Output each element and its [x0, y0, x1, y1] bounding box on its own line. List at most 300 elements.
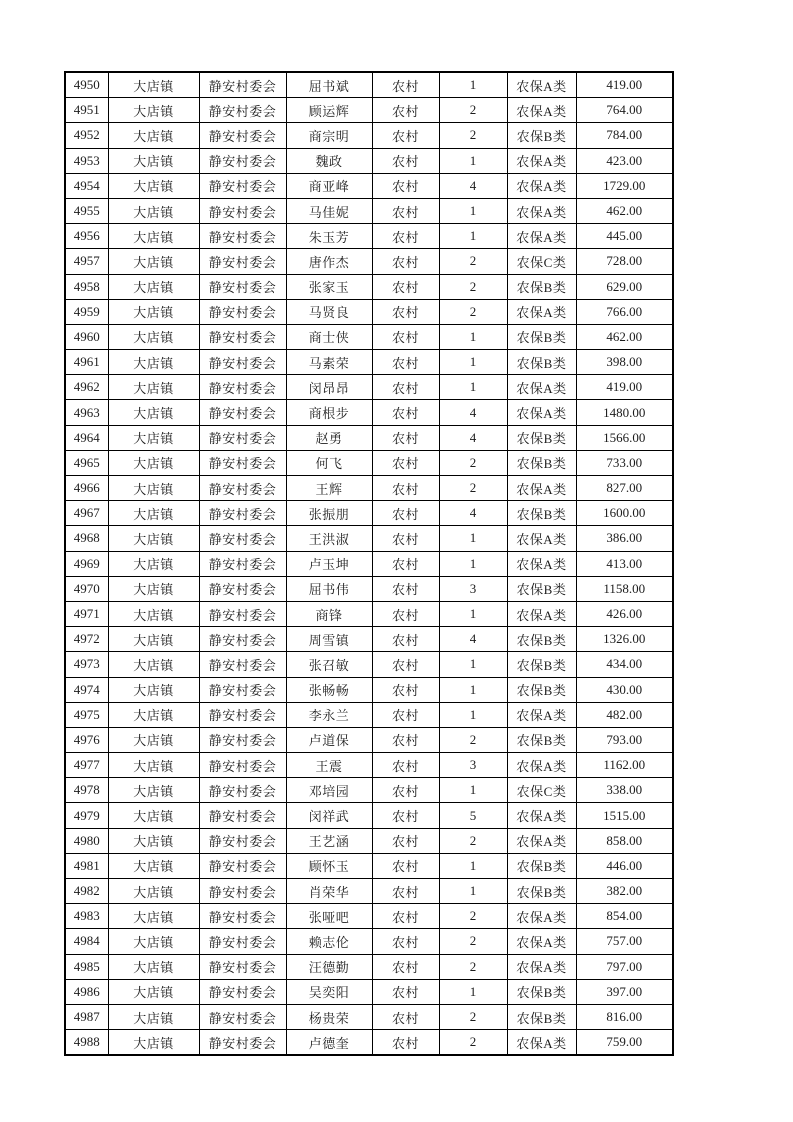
cell-area-type: 农村: [372, 778, 439, 803]
cell-village-committee: 静安村委会: [199, 198, 286, 223]
cell-village-committee: 静安村委会: [199, 526, 286, 551]
table-row: [65, 299, 673, 324]
cell-village-committee: 静安村委会: [199, 1004, 286, 1029]
cell-village-committee: 静安村委会: [199, 1030, 286, 1056]
cell-area-type: 农村: [372, 450, 439, 475]
cell-person-name: 屈书伟: [286, 576, 372, 601]
cell-person-count: 2: [439, 1030, 507, 1056]
cell-amount: 386.00: [576, 526, 673, 551]
cell-town: 大店镇: [108, 72, 199, 98]
cell-amount: 766.00: [576, 299, 673, 324]
table-row: [65, 476, 673, 501]
cell-person-name: 邓培园: [286, 778, 372, 803]
cell-person-count: 1: [439, 350, 507, 375]
cell-record-id: 4974: [65, 677, 108, 702]
cell-person-name: 商锋: [286, 601, 372, 626]
cell-village-committee: 静安村委会: [199, 299, 286, 324]
table-row: [65, 677, 673, 702]
cell-record-id: 4987: [65, 1004, 108, 1029]
cell-person-count: 1: [439, 702, 507, 727]
cell-town: 大店镇: [108, 652, 199, 677]
cell-amount: 426.00: [576, 601, 673, 626]
cell-town: 大店镇: [108, 753, 199, 778]
cell-area-type: 农村: [372, 753, 439, 778]
cell-town: 大店镇: [108, 601, 199, 626]
cell-person-name: 王艺涵: [286, 828, 372, 853]
cell-village-committee: 静安村委会: [199, 274, 286, 299]
table-row: [65, 551, 673, 576]
cell-area-type: 农村: [372, 652, 439, 677]
cell-person-name: 朱玉芳: [286, 224, 372, 249]
cell-record-id: 4965: [65, 450, 108, 475]
cell-insurance-class: 农保B类: [507, 652, 576, 677]
table-row: [65, 1030, 673, 1056]
cell-town: 大店镇: [108, 677, 199, 702]
cell-person-name: 杨贵荣: [286, 1004, 372, 1029]
cell-record-id: 4980: [65, 828, 108, 853]
table-row: [65, 627, 673, 652]
cell-record-id: 4968: [65, 526, 108, 551]
cell-record-id: 4950: [65, 72, 108, 98]
cell-town: 大店镇: [108, 702, 199, 727]
cell-town: 大店镇: [108, 904, 199, 929]
cell-amount: 338.00: [576, 778, 673, 803]
cell-area-type: 农村: [372, 274, 439, 299]
cell-area-type: 农村: [372, 375, 439, 400]
table-row: [65, 198, 673, 223]
cell-record-id: 4964: [65, 425, 108, 450]
table-row: [65, 853, 673, 878]
table-row: [65, 148, 673, 173]
cell-insurance-class: 农保A类: [507, 526, 576, 551]
cell-village-committee: 静安村委会: [199, 601, 286, 626]
cell-area-type: 农村: [372, 198, 439, 223]
cell-person-count: 1: [439, 72, 507, 98]
cell-person-name: 周雪镇: [286, 627, 372, 652]
cell-area-type: 农村: [372, 727, 439, 752]
cell-person-count: 3: [439, 753, 507, 778]
cell-amount: 434.00: [576, 652, 673, 677]
cell-village-committee: 静安村委会: [199, 501, 286, 526]
table-row: [65, 601, 673, 626]
cell-amount: 423.00: [576, 148, 673, 173]
cell-person-name: 张振朋: [286, 501, 372, 526]
cell-person-count: 1: [439, 198, 507, 223]
table-row: [65, 979, 673, 1004]
cell-record-id: 4971: [65, 601, 108, 626]
table-row: [65, 954, 673, 979]
cell-amount: 445.00: [576, 224, 673, 249]
cell-amount: 759.00: [576, 1030, 673, 1056]
cell-town: 大店镇: [108, 727, 199, 752]
cell-area-type: 农村: [372, 1004, 439, 1029]
cell-village-committee: 静安村委会: [199, 803, 286, 828]
table-row: [65, 123, 673, 148]
cell-insurance-class: 农保B类: [507, 350, 576, 375]
cell-area-type: 农村: [372, 879, 439, 904]
cell-village-committee: 静安村委会: [199, 828, 286, 853]
cell-record-id: 4956: [65, 224, 108, 249]
cell-village-committee: 静安村委会: [199, 224, 286, 249]
cell-person-count: 5: [439, 803, 507, 828]
cell-village-committee: 静安村委会: [199, 879, 286, 904]
cell-person-count: 1: [439, 652, 507, 677]
cell-town: 大店镇: [108, 350, 199, 375]
table-row: [65, 904, 673, 929]
cell-village-committee: 静安村委会: [199, 954, 286, 979]
table-row: [65, 1004, 673, 1029]
cell-area-type: 农村: [372, 576, 439, 601]
table-row: [65, 98, 673, 123]
cell-area-type: 农村: [372, 702, 439, 727]
cell-area-type: 农村: [372, 803, 439, 828]
cell-person-count: 2: [439, 98, 507, 123]
cell-amount: 793.00: [576, 727, 673, 752]
cell-amount: 398.00: [576, 350, 673, 375]
cell-insurance-class: 农保B类: [507, 727, 576, 752]
cell-person-count: 4: [439, 400, 507, 425]
cell-village-committee: 静安村委会: [199, 425, 286, 450]
cell-village-committee: 静安村委会: [199, 173, 286, 198]
table-row: [65, 224, 673, 249]
cell-amount: 764.00: [576, 98, 673, 123]
cell-insurance-class: 农保B类: [507, 979, 576, 1004]
cell-record-id: 4961: [65, 350, 108, 375]
cell-person-name: 张畅畅: [286, 677, 372, 702]
cell-area-type: 农村: [372, 98, 439, 123]
cell-person-name: 卢玉坤: [286, 551, 372, 576]
cell-person-count: 4: [439, 627, 507, 652]
cell-village-committee: 静安村委会: [199, 904, 286, 929]
cell-village-committee: 静安村委会: [199, 148, 286, 173]
cell-person-name: 魏政: [286, 148, 372, 173]
cell-person-name: 商士侠: [286, 324, 372, 349]
cell-amount: 784.00: [576, 123, 673, 148]
cell-insurance-class: 农保B类: [507, 450, 576, 475]
cell-person-count: 4: [439, 501, 507, 526]
cell-area-type: 农村: [372, 526, 439, 551]
cell-area-type: 农村: [372, 299, 439, 324]
cell-town: 大店镇: [108, 853, 199, 878]
table-row: [65, 375, 673, 400]
cell-area-type: 农村: [372, 627, 439, 652]
table-row: [65, 652, 673, 677]
cell-person-count: 2: [439, 274, 507, 299]
cell-insurance-class: 农保C类: [507, 249, 576, 274]
cell-record-id: 4970: [65, 576, 108, 601]
table-row: [65, 929, 673, 954]
cell-person-name: 马佳妮: [286, 198, 372, 223]
cell-town: 大店镇: [108, 375, 199, 400]
cell-insurance-class: 农保A类: [507, 954, 576, 979]
cell-record-id: 4959: [65, 299, 108, 324]
cell-amount: 629.00: [576, 274, 673, 299]
cell-town: 大店镇: [108, 979, 199, 1004]
cell-village-committee: 静安村委会: [199, 72, 286, 98]
cell-person-count: 1: [439, 778, 507, 803]
table-row: [65, 576, 673, 601]
cell-town: 大店镇: [108, 778, 199, 803]
cell-insurance-class: 农保A类: [507, 148, 576, 173]
cell-village-committee: 静安村委会: [199, 929, 286, 954]
table-row: [65, 753, 673, 778]
cell-area-type: 农村: [372, 123, 439, 148]
cell-village-committee: 静安村委会: [199, 551, 286, 576]
cell-person-name: 王震: [286, 753, 372, 778]
cell-insurance-class: 农保A类: [507, 601, 576, 626]
cell-record-id: 4981: [65, 853, 108, 878]
table-row: [65, 526, 673, 551]
cell-person-count: 2: [439, 249, 507, 274]
cell-person-name: 商根步: [286, 400, 372, 425]
cell-insurance-class: 农保B类: [507, 576, 576, 601]
cell-insurance-class: 农保A类: [507, 551, 576, 576]
cell-village-committee: 静安村委会: [199, 123, 286, 148]
table-row: [65, 350, 673, 375]
cell-person-name: 赵勇: [286, 425, 372, 450]
cell-village-committee: 静安村委会: [199, 576, 286, 601]
table-row: [65, 727, 673, 752]
cell-record-id: 4962: [65, 375, 108, 400]
cell-area-type: 农村: [372, 324, 439, 349]
cell-record-id: 4973: [65, 652, 108, 677]
cell-amount: 757.00: [576, 929, 673, 954]
cell-amount: 397.00: [576, 979, 673, 1004]
cell-insurance-class: 农保A类: [507, 299, 576, 324]
cell-town: 大店镇: [108, 551, 199, 576]
cell-insurance-class: 农保A类: [507, 803, 576, 828]
cell-insurance-class: 农保A类: [507, 198, 576, 223]
cell-person-name: 王洪淑: [286, 526, 372, 551]
table-row: [65, 702, 673, 727]
cell-person-name: 卢道保: [286, 727, 372, 752]
cell-town: 大店镇: [108, 274, 199, 299]
cell-record-id: 4976: [65, 727, 108, 752]
cell-area-type: 农村: [372, 425, 439, 450]
cell-person-name: 何飞: [286, 450, 372, 475]
cell-amount: 816.00: [576, 1004, 673, 1029]
cell-amount: 827.00: [576, 476, 673, 501]
cell-town: 大店镇: [108, 173, 199, 198]
cell-record-id: 4960: [65, 324, 108, 349]
cell-insurance-class: 农保B类: [507, 425, 576, 450]
cell-town: 大店镇: [108, 627, 199, 652]
cell-insurance-class: 农保A类: [507, 375, 576, 400]
cell-amount: 413.00: [576, 551, 673, 576]
cell-insurance-class: 农保B类: [507, 501, 576, 526]
cell-person-name: 马素荣: [286, 350, 372, 375]
cell-person-count: 1: [439, 979, 507, 1004]
cell-record-id: 4986: [65, 979, 108, 1004]
cell-town: 大店镇: [108, 425, 199, 450]
cell-person-count: 1: [439, 526, 507, 551]
cell-amount: 728.00: [576, 249, 673, 274]
cell-insurance-class: 农保A类: [507, 702, 576, 727]
cell-person-count: 4: [439, 425, 507, 450]
cell-person-name: 马贤良: [286, 299, 372, 324]
cell-person-count: 2: [439, 476, 507, 501]
cell-town: 大店镇: [108, 929, 199, 954]
cell-amount: 462.00: [576, 198, 673, 223]
cell-person-count: 1: [439, 224, 507, 249]
cell-record-id: 4972: [65, 627, 108, 652]
cell-record-id: 4969: [65, 551, 108, 576]
cell-amount: 1326.00: [576, 627, 673, 652]
cell-town: 大店镇: [108, 954, 199, 979]
cell-town: 大店镇: [108, 400, 199, 425]
cell-area-type: 农村: [372, 601, 439, 626]
cell-insurance-class: 农保A类: [507, 173, 576, 198]
cell-village-committee: 静安村委会: [199, 400, 286, 425]
cell-insurance-class: 农保A类: [507, 828, 576, 853]
table-row: [65, 173, 673, 198]
cell-amount: 446.00: [576, 853, 673, 878]
cell-record-id: 4958: [65, 274, 108, 299]
cell-person-name: 商宗明: [286, 123, 372, 148]
cell-person-count: 2: [439, 727, 507, 752]
cell-insurance-class: 农保A类: [507, 72, 576, 98]
cell-record-id: 4955: [65, 198, 108, 223]
cell-amount: 419.00: [576, 72, 673, 98]
cell-insurance-class: 农保B类: [507, 324, 576, 349]
cell-area-type: 农村: [372, 501, 439, 526]
cell-amount: 1480.00: [576, 400, 673, 425]
cell-town: 大店镇: [108, 828, 199, 853]
cell-area-type: 农村: [372, 249, 439, 274]
cell-insurance-class: 农保A类: [507, 929, 576, 954]
cell-town: 大店镇: [108, 526, 199, 551]
cell-person-count: 1: [439, 324, 507, 349]
cell-amount: 854.00: [576, 904, 673, 929]
cell-person-name: 顾怀玉: [286, 853, 372, 878]
cell-insurance-class: 农保A类: [507, 224, 576, 249]
table-row: [65, 400, 673, 425]
table-row: [65, 324, 673, 349]
cell-area-type: 农村: [372, 853, 439, 878]
table-row: [65, 450, 673, 475]
cell-person-name: 顾运辉: [286, 98, 372, 123]
cell-area-type: 农村: [372, 173, 439, 198]
cell-person-name: 张家玉: [286, 274, 372, 299]
cell-record-id: 4978: [65, 778, 108, 803]
cell-record-id: 4988: [65, 1030, 108, 1056]
cell-village-committee: 静安村委会: [199, 702, 286, 727]
cell-insurance-class: 农保A类: [507, 753, 576, 778]
cell-town: 大店镇: [108, 501, 199, 526]
cell-town: 大店镇: [108, 249, 199, 274]
cell-area-type: 农村: [372, 551, 439, 576]
table-row: [65, 828, 673, 853]
cell-village-committee: 静安村委会: [199, 350, 286, 375]
cell-town: 大店镇: [108, 148, 199, 173]
cell-village-committee: 静安村委会: [199, 753, 286, 778]
cell-record-id: 4979: [65, 803, 108, 828]
cell-amount: 462.00: [576, 324, 673, 349]
cell-record-id: 4985: [65, 954, 108, 979]
cell-amount: 1729.00: [576, 173, 673, 198]
cell-insurance-class: 农保B类: [507, 1004, 576, 1029]
cell-area-type: 农村: [372, 224, 439, 249]
cell-amount: 1162.00: [576, 753, 673, 778]
cell-town: 大店镇: [108, 803, 199, 828]
table-row: [65, 778, 673, 803]
cell-record-id: 4984: [65, 929, 108, 954]
cell-amount: 1566.00: [576, 425, 673, 450]
cell-town: 大店镇: [108, 450, 199, 475]
cell-person-name: 闵昂昂: [286, 375, 372, 400]
cell-record-id: 4953: [65, 148, 108, 173]
cell-person-count: 2: [439, 954, 507, 979]
cell-town: 大店镇: [108, 576, 199, 601]
data-table: [64, 71, 674, 1056]
cell-person-count: 2: [439, 828, 507, 853]
cell-record-id: 4966: [65, 476, 108, 501]
cell-record-id: 4963: [65, 400, 108, 425]
cell-person-count: 1: [439, 148, 507, 173]
cell-person-count: 2: [439, 929, 507, 954]
cell-village-committee: 静安村委会: [199, 778, 286, 803]
cell-person-count: 2: [439, 123, 507, 148]
cell-amount: 797.00: [576, 954, 673, 979]
cell-town: 大店镇: [108, 299, 199, 324]
cell-town: 大店镇: [108, 1030, 199, 1056]
cell-area-type: 农村: [372, 954, 439, 979]
cell-village-committee: 静安村委会: [199, 450, 286, 475]
cell-person-name: 汪德勤: [286, 954, 372, 979]
cell-person-name: 屈书斌: [286, 72, 372, 98]
cell-area-type: 农村: [372, 677, 439, 702]
cell-town: 大店镇: [108, 98, 199, 123]
table-row: [65, 249, 673, 274]
cell-person-count: 1: [439, 879, 507, 904]
cell-town: 大店镇: [108, 476, 199, 501]
cell-amount: 733.00: [576, 450, 673, 475]
cell-person-count: 1: [439, 601, 507, 626]
cell-village-committee: 静安村委会: [199, 727, 286, 752]
cell-town: 大店镇: [108, 1004, 199, 1029]
cell-person-count: 1: [439, 551, 507, 576]
cell-person-name: 商亚峰: [286, 173, 372, 198]
cell-person-name: 李永兰: [286, 702, 372, 727]
cell-area-type: 农村: [372, 904, 439, 929]
cell-insurance-class: 农保B类: [507, 853, 576, 878]
cell-person-name: 卢德奎: [286, 1030, 372, 1056]
cell-record-id: 4977: [65, 753, 108, 778]
table-body: [65, 72, 673, 1055]
cell-person-name: 张哑吧: [286, 904, 372, 929]
cell-insurance-class: 农保C类: [507, 778, 576, 803]
cell-area-type: 农村: [372, 350, 439, 375]
cell-record-id: 4982: [65, 879, 108, 904]
cell-amount: 419.00: [576, 375, 673, 400]
cell-record-id: 4957: [65, 249, 108, 274]
cell-person-count: 2: [439, 1004, 507, 1029]
cell-area-type: 农村: [372, 148, 439, 173]
cell-area-type: 农村: [372, 1030, 439, 1056]
cell-person-name: 闵祥武: [286, 803, 372, 828]
table-row: [65, 879, 673, 904]
cell-record-id: 4951: [65, 98, 108, 123]
cell-insurance-class: 农保A类: [507, 98, 576, 123]
cell-amount: 1158.00: [576, 576, 673, 601]
cell-area-type: 农村: [372, 72, 439, 98]
cell-village-committee: 静安村委会: [199, 375, 286, 400]
cell-person-name: 王辉: [286, 476, 372, 501]
cell-person-count: 1: [439, 853, 507, 878]
cell-insurance-class: 农保B类: [507, 274, 576, 299]
table-row: [65, 72, 673, 98]
cell-person-count: 2: [439, 904, 507, 929]
